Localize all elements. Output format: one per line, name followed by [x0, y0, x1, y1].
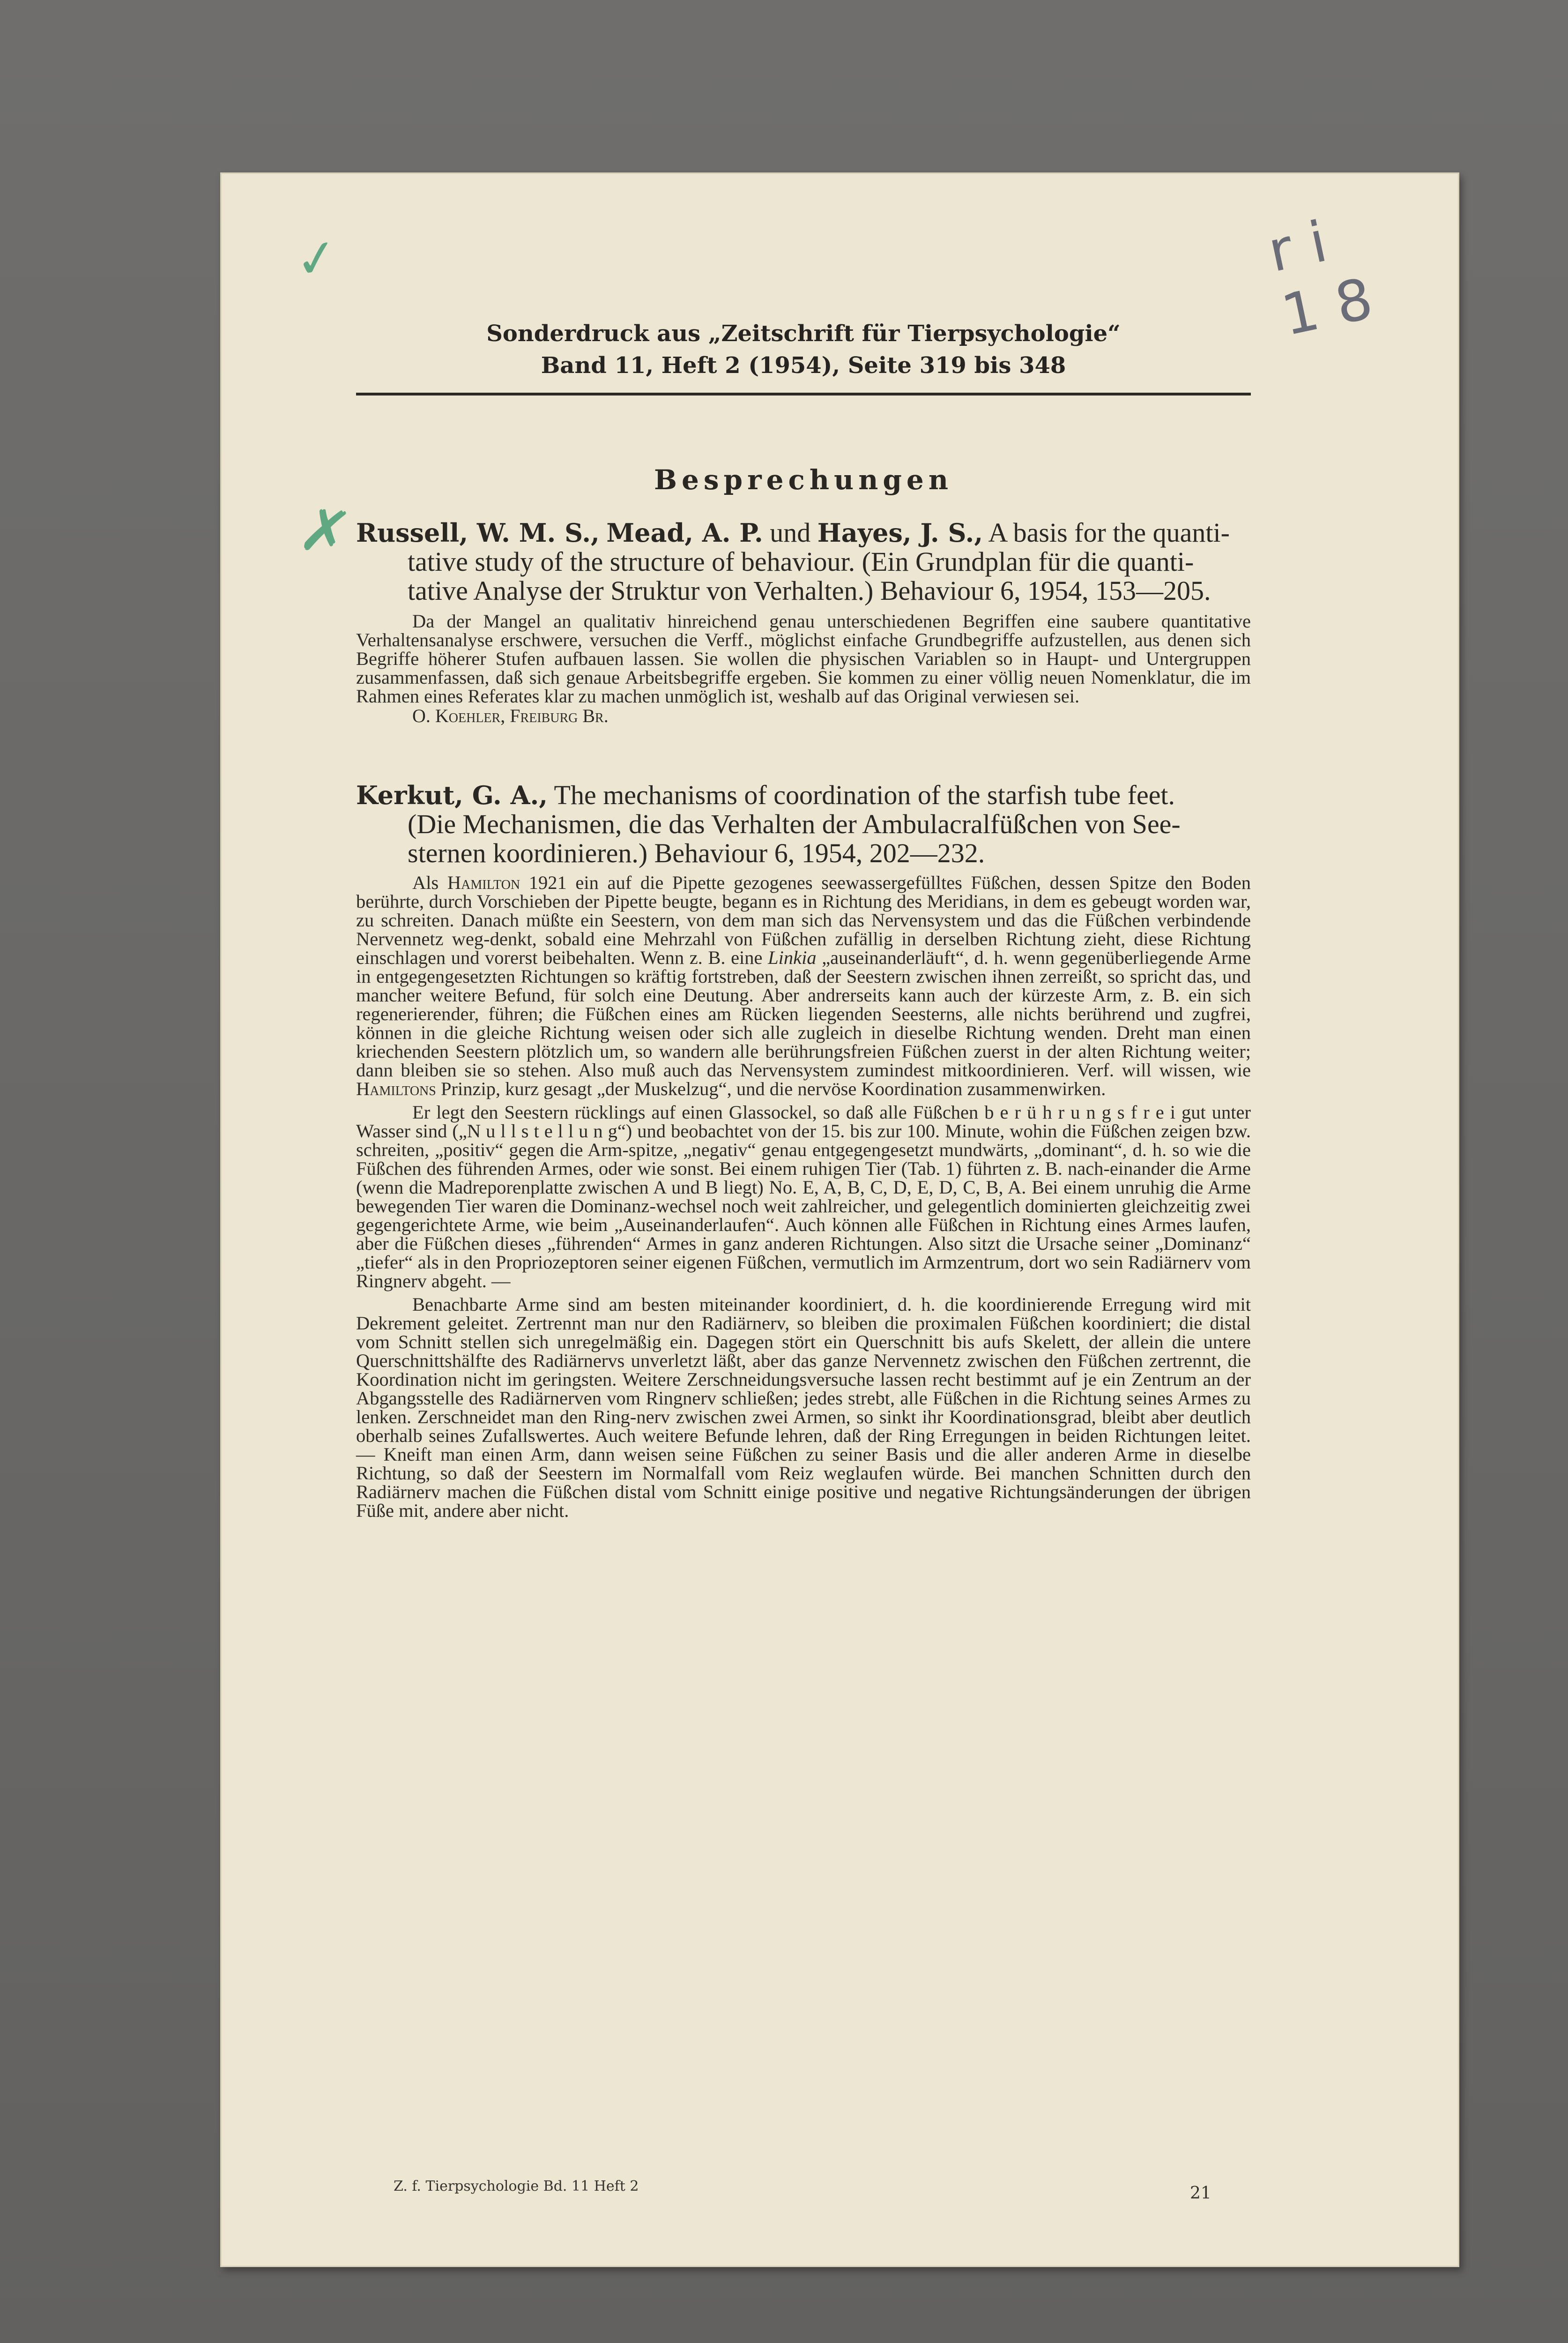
- review2-title-line2: (Die Mechanismen, die das Verhalten der Ambulacralfüßchen von See-: [408, 809, 1181, 839]
- review2-body: [356, 873, 1251, 1520]
- review2-author: Kerkut, G. A.,: [356, 780, 548, 810]
- species-name-linkia: Linkia: [768, 947, 817, 968]
- review1-author2: Mead, A. P.: [606, 518, 763, 548]
- author-name-hamiltons: Hamiltons: [356, 1078, 436, 1099]
- review2-title-line3: sternen koordinieren.) Behaviour 6, 1954, 202—232.: [408, 838, 985, 868]
- review2-title-line1: The mechanisms of coordination of the starfish tube feet.: [554, 780, 1175, 810]
- review2-paragraph2: Er legt den Seestern rücklings auf einen Glassockel, so daß alle Füßchen b e r ü h r u n g s f r e i gut unter Wasser sind („N u l l s t e l l u n g“) und beobachtet von der 15. bis zur 100. Minute, wohin die Füßchen zeigen bzw. schreiten, „positiv“ gegen die Arm-spitze, „negativ“ genau entgegengesetzt mundwärts, „dominant“, d. h. so wie die Füßchen des führenden Armes, oder wie sonst. Bei einem ruhigen Tier (Tab. 1) führten z. B. nach-einander die Arme (wenn die Madreporenplatte zwischen A und B liegt) No. E, A, B, C, D, E, D, C, B, A. Bei einem unruhig die Arme bewegenden Tier waren die Dominanz-wechsel noch weit zahlreicher, und gelegentlich dominierten gleichzeitig zwei gegengerichtete Arme, wie beim „Auseinanderlaufen“. Auch können alle Füßchen in Richtung eines Armes laufen, aber die Füßchen dieses „führenden“ Armes in ganz anderen Richtungen. Also sitzt die Ursache seiner „Dominanz“ „tiefer“ als in den Propriozeptoren seiner eigenen Füßchen, vermutlich im Armzentrum, dort wo sein Radiärnerv vom Ringnerv abgeht. —: [356, 1102, 1251, 1291]
- offprint-header-line1: Sonderdruck aus „Zeitschrift für Tierpsychologie“: [486, 321, 1121, 347]
- offprint-header: [356, 318, 1251, 381]
- header-rule: [356, 393, 1251, 395]
- review1-heading: [356, 518, 1251, 605]
- handwritten-corner-annotation: ri 18: [1263, 205, 1397, 349]
- footer-journal-reference: Z. f. Tierpsychologie Bd. 11 Heft 2: [394, 2178, 639, 2194]
- handwritten-cross-mark: ✗: [294, 492, 357, 571]
- review1-body: [356, 612, 1251, 726]
- review2-paragraph1: Als Hamilton 1921 ein auf die Pipette gezogenes seewassergefülltes Füßchen, dessen Spitze den Boden berührte, durch Vorschieben der Pipette beugte, begann es in Richtung des Meridians, in dem es gebeugt worden war, zu schreiten. Danach müßte ein Seestern, von dem man sich das Nervensystem und das die Füßchen verbindende Nervennetz weg-denkt, sobald eine Mehrzahl von Füßchen zufällig in derselben Richtung zieht, diese Richtung einschlagen und vorerst beibehalten. Wenn z. B. eine Linkia „auseinanderläuft“, d. h. wenn gegenüberliegende Arme in entgegengesetzten Richtungen so kräftig fortstreben, daß der Seestern zwischen ihnen zerreißt, so spricht das, und mancher weitere Befund, für solch eine Deutung. Aber andrerseits kann auch der kürzeste Arm, z. B. ein sich regenerierender, führen; die Füßchen eines am Rücken liegenden Seesterns, alle nichts berührend und zugfrei, können in die gleiche Richtung weisen oder sich alle zugleich in dieselbe Richtung wenden. Dreht man einen kriechenden Seestern plötzlich um, so wandern alle berührungsfreien Füßchen zuerst in der alten Richtung weiter; dann bleiben sie so stehen. Also muß auch das Nervensystem zumindest mitkoordinieren. Verf. will wissen, wie Hamiltons Prinzip, kurz gesagt „der Muskelzug“, und die nervöse Koordination zusammenwirken.: [356, 872, 1251, 1099]
- review2-heading: [356, 781, 1251, 868]
- review1-author1: Russell, W. M. S.,: [356, 518, 600, 548]
- review1-and: und: [770, 517, 811, 548]
- handwritten-check-mark: ✓: [291, 226, 342, 291]
- page-number: 21: [1190, 2184, 1211, 2203]
- author-name-hamilton: Hamilton: [447, 872, 520, 893]
- review1-title-line2: tative study of the structure of behaviour. (Ein Grundplan für die quanti-: [408, 546, 1194, 577]
- section-title: Besprechungen: [654, 464, 953, 496]
- review1-title-line1: A basis for the quanti-: [988, 517, 1230, 548]
- offprint-header-line2: Band 11, Heft 2 (1954), Seite 319 bis 348: [541, 352, 1066, 379]
- offprint-page: [220, 172, 1459, 2267]
- review1-text: Da der Mangel an qualitativ hinreichend genau unterschiedenen Begriffen eine saubere quantitative Verhaltensanalyse erschwere, versuchen die Verff., möglichst einfache Grundbegriffe aufzustellen, aus denen sich Begriffe höherer Stufen aufbauen lassen. Sie wollen die physischen Variablen so in Haupt- und Untergruppen zusammenfassen, daß sich genaue Arbeitsbegriffe ergeben. Sie kommen zu einer völlig neuen Nomenklatur, die im Rahmen eines Referates klar zu machen unmöglich ist, weshalb auf das Original verwiesen sei.: [356, 611, 1251, 707]
- review1-signature: O. Koehler, Freiburg Br.: [412, 705, 609, 726]
- review2-paragraph3: Benachbarte Arme sind am besten miteinander koordiniert, d. h. die koordinierende Erregung wird mit Dekrement geleitet. Zertrennt man nur den Radiärnerv, so bleiben die proximalen Füßchen koordiniert; die distal vom Schnitt stellen sich unregelmäßig ein. Dagegen stört ein Querschnitt bis aufs Skelett, der allein die untere Querschnittshälfte des Radiärnervs unverletzt läßt, aber das ganze Nervennetz zwischen den Füßchen zertrennt, die Koordination nicht im geringsten. Weitere Zerschneidungsversuche lassen recht bestimmt auf je ein Zentrum an der Abgangsstelle des Radiärnerven vom Ringnerv schließen; jedes strebt, alle Füßchen in die Richtung seines Armes zu lenken. Zerschneidet man den Ring-nerv zwischen zwei Armen, so sinkt ihr Koordinationsgrad, bleibt aber deutlich oberhalb seines Zufallswertes. Auch weitere Befunde lehren, daß der Ring Erregungen in beiden Richtungen leitet. — Kneift man einen Arm, dann weisen seine Füßchen zu seiner Basis und die aller anderen Arme in dieselbe Richtung, so daß der Seestern im Normalfall vom Reiz weglaufen würde. Bei manchen Schnitten durch den Radiärnerv machen die Füßchen distal vom Schnitt einige positive und negative Richtungsänderungen der übrigen Füße mit, andere aber nicht.: [356, 1294, 1251, 1521]
- review1-title-line3: tative Analyse der Struktur von Verhalten.) Behaviour 6, 1954, 153—205.: [408, 575, 1211, 606]
- review1-author3: Hayes, J. S.,: [817, 518, 983, 548]
